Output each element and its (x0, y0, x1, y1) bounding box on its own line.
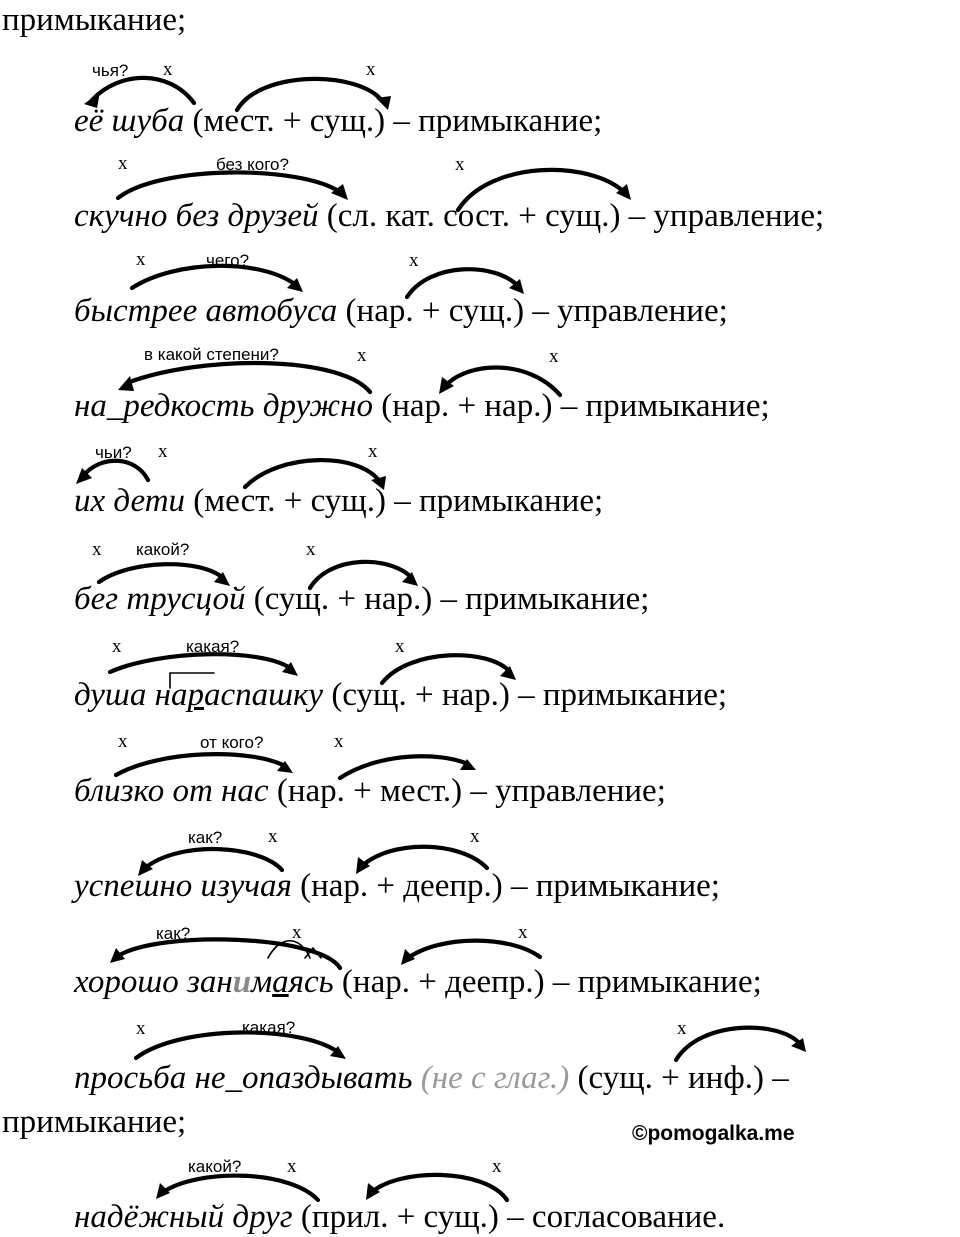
arc-dependency (92, 78, 194, 103)
scheme: (нар. + деепр.) – примыкание; (291, 868, 720, 904)
main-word-mark: х (334, 731, 344, 752)
main-word-mark: х (287, 1156, 297, 1177)
question-label: какая? (186, 637, 240, 656)
arc-dependency (83, 461, 148, 480)
phrase-part: и (232, 964, 252, 1000)
phrase-line-continuation: примыкание; (2, 1104, 187, 1140)
phrase: близко от нас (74, 773, 269, 809)
spelling-note: (не с глаг.) (420, 1060, 570, 1096)
main-word-mark: х (92, 539, 102, 560)
main-word-mark: х (455, 154, 465, 175)
question-label: в какой степени? (144, 345, 279, 364)
question-label: чего? (206, 251, 250, 270)
phrase-part: на (74, 388, 107, 424)
main-word-mark: х (268, 826, 278, 847)
phrase-line (74, 579, 649, 619)
space-mark: _ (225, 1060, 243, 1096)
phrase-line (74, 101, 602, 141)
main-word-mark: х (118, 153, 128, 174)
question-label: какая? (242, 1018, 296, 1037)
phrase-part: ясь (288, 964, 334, 1000)
main-word-mark: х (292, 922, 302, 943)
watermark: ©pomogalka.me (632, 1122, 795, 1145)
space-mark: ​_ (106, 388, 124, 424)
main-word-mark: х (470, 826, 480, 847)
main-word-mark: х (549, 346, 559, 367)
spacer (412, 1060, 420, 1096)
phrase-line (74, 675, 727, 715)
main-word-mark: х (518, 922, 528, 943)
arc-dependency (118, 172, 340, 198)
question-label: чьи? (95, 443, 132, 462)
arc-dependency (136, 1032, 338, 1058)
scheme: (сущ. + инф.) – (577, 1060, 789, 1096)
phrase-line (74, 962, 762, 1002)
question-label: без кого? (216, 155, 289, 174)
main-word-mark: х (118, 731, 128, 752)
phrase-part: м (251, 964, 273, 1000)
scheme: (мест. + сущ.) – примыкание; (184, 103, 603, 139)
phrase: успешно изучая (74, 868, 292, 904)
question-label: как? (188, 828, 223, 847)
main-word-mark: х (112, 636, 122, 657)
phrase-line (74, 291, 728, 331)
phrase-line (74, 1197, 725, 1237)
main-word-mark: х (395, 636, 405, 657)
main-word-mark: х (368, 441, 378, 462)
main-word-mark: х (409, 250, 419, 271)
phrase: скучно без друзей (74, 198, 319, 234)
scheme: (нар. + нар.) – примыкание; (372, 388, 770, 424)
phrase-part: аспашку (203, 677, 324, 713)
phrase-line (74, 481, 603, 521)
phrase-line (74, 386, 770, 426)
phrase-line (74, 866, 720, 906)
scheme: (нар. + сущ.) – управление; (337, 293, 728, 329)
scheme: (сл. кат. сост. + сущ.) – управление; (318, 198, 825, 234)
phrase-line (74, 1058, 789, 1098)
phrase-part: опаздывать (242, 1060, 413, 1096)
scheme: (нар. + мест.) – управление; (268, 773, 666, 809)
scheme: (прил. + сущ.) – согласование. (292, 1199, 726, 1235)
phrase-line (74, 196, 824, 236)
question-label: от кого? (200, 733, 264, 752)
main-word-mark: х (136, 249, 146, 270)
intro-line: примыкание; (2, 2, 187, 38)
arc-main (676, 1028, 800, 1060)
main-word-mark: х (158, 441, 168, 462)
scheme: (нар. + деепр.) – примыкание; (333, 964, 762, 1000)
phrase-part: редкость дружно (123, 388, 373, 424)
phrase-line (74, 771, 666, 811)
phrase-part: а (272, 964, 289, 1000)
question-label: какой? (136, 540, 190, 559)
phrase-part: р (187, 677, 204, 713)
phrase: быстрее автобуса (74, 293, 338, 329)
scheme: (мест. + сущ.) – примыкание; (185, 483, 604, 519)
phrase: бег трусцой (74, 581, 246, 617)
main-word-mark: х (492, 1156, 502, 1177)
phrase-part: а (170, 677, 188, 713)
main-word-mark: х (306, 539, 316, 560)
spacer (569, 1060, 577, 1096)
main-word-mark: х (677, 1018, 687, 1039)
phrase: их дети (74, 483, 186, 519)
main-word-mark: х (136, 1018, 146, 1039)
question-label: чья? (92, 61, 129, 80)
arc-main (408, 941, 540, 958)
phrase-part: просьба не (74, 1060, 226, 1096)
phrase-part: хорошо зан (74, 964, 233, 1000)
main-word-mark: х (163, 59, 173, 80)
scheme: (сущ. + нар.) – примыкание; (323, 677, 728, 713)
scheme: (сущ. + нар.) – примыкание; (245, 581, 650, 617)
main-word-mark: х (366, 59, 376, 80)
question-label: какой? (188, 1157, 242, 1176)
phrase: надёжный друг (74, 1199, 293, 1235)
phrase: её шуба (74, 103, 185, 139)
main-word-mark: х (357, 345, 367, 366)
arc-main (362, 847, 487, 868)
phrase-part: душа н (74, 677, 171, 713)
question-label: как? (156, 924, 191, 943)
